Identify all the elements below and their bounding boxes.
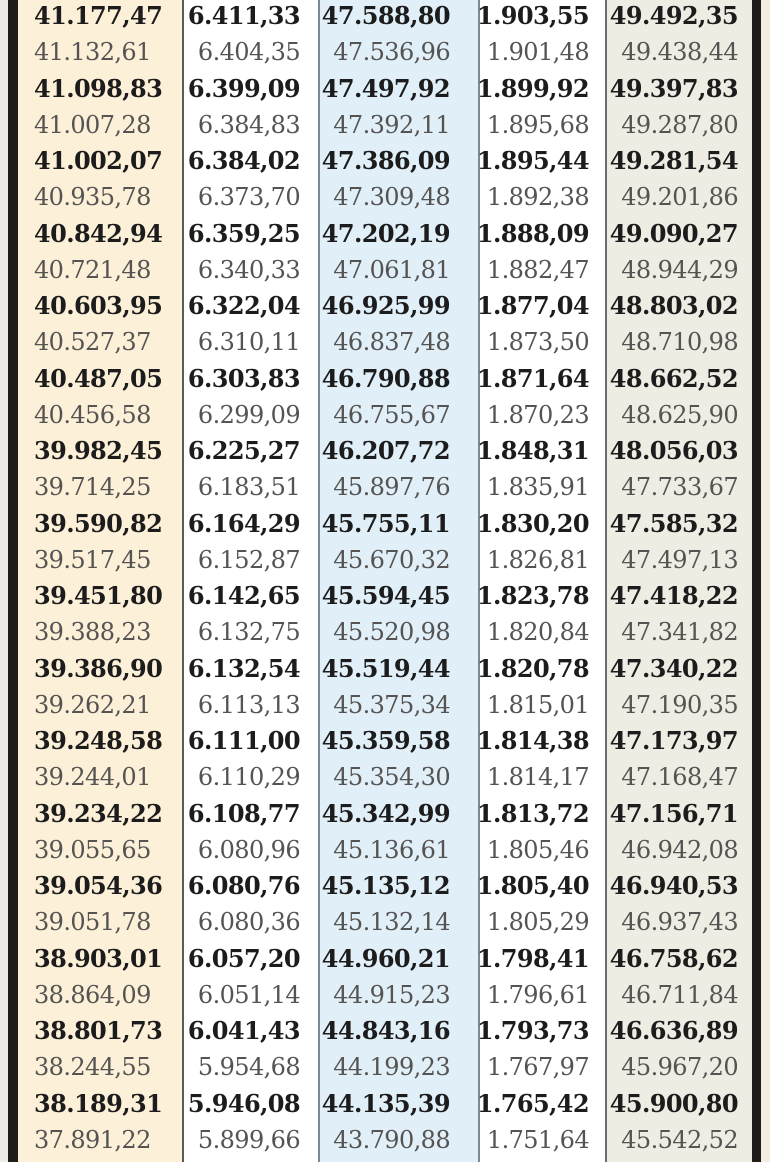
table-cell: 1.814,17	[486, 763, 589, 792]
table-column-4	[478, 0, 605, 1162]
table-cell: 44.199,23	[333, 1053, 450, 1082]
table-cell: 49.397,83	[609, 73, 738, 103]
table-cell: 45.359,58	[321, 726, 450, 755]
table-cell: 6.132,75	[197, 618, 300, 647]
table-cell: 45.755,11	[321, 508, 450, 538]
table-cell: 39.386,90	[34, 653, 163, 683]
table-cell: 6.404,35	[197, 38, 300, 67]
table-cell: 40.603,95	[34, 291, 163, 320]
table-cell: 6.111,00	[187, 726, 300, 755]
table-cell: 6.113,13	[197, 690, 300, 719]
table-column-5	[605, 0, 752, 1162]
table-cell: 38.189,31	[34, 1088, 163, 1118]
table-cell: 43.790,88	[333, 1125, 450, 1154]
table-cell: 45.375,34	[333, 690, 450, 719]
table-cell: 1.823,78	[476, 581, 589, 610]
table-cell: 47.588,80	[321, 1, 450, 30]
table-cell: 6.340,33	[197, 255, 300, 284]
table-cell: 45.132,14	[333, 908, 450, 937]
table-cell: 6.384,02	[187, 146, 300, 175]
table-cell: 38.864,09	[34, 980, 151, 1009]
table-cell: 6.057,20	[187, 943, 300, 973]
table-cell: 45.967,20	[621, 1053, 738, 1082]
table-cell: 1.765,42	[476, 1088, 589, 1118]
table-cell: 1.826,81	[486, 545, 589, 574]
table-cell: 1.870,23	[486, 400, 589, 429]
table-cell: 6.132,54	[187, 653, 300, 683]
table-cell: 48.803,02	[609, 291, 738, 320]
table-cell: 1.820,78	[476, 653, 589, 683]
table-cell: 41.002,07	[34, 146, 163, 175]
table-cell: 47.202,19	[321, 218, 450, 248]
table-cell: 45.670,32	[333, 545, 450, 574]
table-cell: 38.801,73	[34, 1016, 163, 1045]
table-cell: 5.899,66	[197, 1125, 300, 1154]
table-cell: 44.915,23	[333, 980, 450, 1009]
table-cell: 39.590,82	[34, 508, 163, 538]
table-cell: 1.877,04	[476, 291, 589, 320]
table-cell: 41.132,61	[34, 38, 151, 67]
table-cell: 39.262,21	[34, 690, 151, 719]
table-cell: 39.054,36	[34, 871, 163, 900]
table-cell: 46.837,48	[333, 328, 450, 357]
table-cell: 46.925,99	[321, 291, 450, 320]
table-cell: 47.392,11	[333, 110, 450, 139]
table-cell: 5.954,68	[197, 1053, 300, 1082]
table-cell: 6.080,36	[197, 908, 300, 937]
table-cell: 47.386,09	[321, 146, 450, 175]
table-cell: 49.201,86	[621, 183, 738, 212]
table-cell: 1.805,29	[486, 908, 589, 937]
table-cell: 47.536,96	[333, 38, 450, 67]
table-cell: 45.135,12	[321, 871, 450, 900]
table-cell: 1.830,20	[476, 508, 589, 538]
table-cell: 1.873,50	[486, 328, 589, 357]
table-cell: 47.156,71	[609, 798, 738, 828]
table-cell: 5.946,08	[187, 1088, 300, 1118]
table-cell: 6.303,83	[187, 363, 300, 393]
table-cell: 39.982,45	[34, 436, 163, 465]
table-cell: 41.007,28	[34, 110, 151, 139]
table-cell: 1.903,55	[476, 1, 589, 30]
table-column-3	[318, 0, 478, 1162]
table-cell: 45.900,80	[609, 1088, 738, 1118]
table-cell: 1.882,47	[486, 255, 589, 284]
table-cell: 45.342,99	[321, 798, 450, 828]
table-cell: 1.814,38	[476, 726, 589, 755]
table-cell: 45.354,30	[333, 763, 450, 792]
page-margin-left	[0, 0, 8, 1162]
table-cell: 48.944,29	[621, 255, 738, 284]
table-cell: 6.051,14	[197, 980, 300, 1009]
table-cell: 40.487,05	[34, 363, 163, 393]
table-cell: 6.310,11	[197, 328, 300, 357]
table-cell: 6.322,04	[187, 291, 300, 320]
table-cell: 6.142,65	[187, 581, 300, 610]
table-cell: 44.960,21	[321, 943, 450, 973]
table-cell: 47.418,22	[609, 581, 738, 610]
table-cell: 45.136,61	[333, 835, 450, 864]
table-cell: 40.456,58	[34, 400, 151, 429]
table-cell: 45.594,45	[321, 581, 450, 610]
table-column-2	[182, 0, 318, 1162]
table-cell: 47.733,67	[621, 473, 738, 502]
table-cell: 46.711,84	[621, 980, 738, 1009]
table-cell: 6.399,09	[187, 73, 300, 103]
table-cell: 39.714,25	[34, 473, 151, 502]
table-cell: 39.388,23	[34, 618, 151, 647]
table-cell: 48.710,98	[621, 328, 738, 357]
table-cell: 47.173,97	[609, 726, 738, 755]
table-cell: 38.903,01	[34, 943, 163, 973]
table-cell: 47.168,47	[621, 763, 738, 792]
table-cell: 39.451,80	[34, 581, 163, 610]
table-cell: 46.207,72	[321, 436, 450, 465]
table-cell: 44.843,16	[321, 1016, 450, 1045]
table-cell: 48.056,03	[609, 436, 738, 465]
table-cell: 6.152,87	[197, 545, 300, 574]
table-cell: 48.625,90	[621, 400, 738, 429]
table-cell: 6.384,83	[197, 110, 300, 139]
table-cell: 49.492,35	[609, 1, 738, 30]
table-cell: 1.813,72	[476, 798, 589, 828]
table-cell: 40.527,37	[34, 328, 151, 357]
table-cell: 45.520,98	[333, 618, 450, 647]
table-cell: 40.935,78	[34, 183, 151, 212]
table-cell: 39.055,65	[34, 835, 151, 864]
table-cell: 46.758,62	[609, 943, 738, 973]
table-cell: 45.519,44	[321, 653, 450, 683]
table-cell: 1.848,31	[476, 436, 589, 465]
table-cell: 6.108,77	[187, 798, 300, 828]
table-cell: 6.411,33	[187, 1, 300, 30]
table-cell: 49.287,80	[621, 110, 738, 139]
table-cell: 46.755,67	[333, 400, 450, 429]
table-cell: 47.341,82	[621, 618, 738, 647]
table-cell: 46.937,43	[621, 908, 738, 937]
table-cell: 49.438,44	[621, 38, 738, 67]
table-cell: 38.244,55	[34, 1053, 151, 1082]
table-cell: 6.359,25	[187, 218, 300, 248]
table-cell: 1.767,97	[486, 1053, 589, 1082]
table-cell: 39.234,22	[34, 798, 163, 828]
table-cell: 1.895,44	[476, 146, 589, 175]
table-cell: 39.517,45	[34, 545, 151, 574]
table-cell: 1.793,73	[476, 1016, 589, 1045]
table-cell: 49.090,27	[609, 218, 738, 248]
table-cell: 47.497,92	[321, 73, 450, 103]
table-cell: 41.177,47	[34, 1, 163, 30]
table-cell: 1.892,38	[486, 183, 589, 212]
table-cell: 39.248,58	[34, 726, 163, 755]
table-cell: 6.225,27	[187, 436, 300, 465]
table-cell: 45.542,52	[621, 1125, 738, 1154]
table-cell: 6.373,70	[197, 183, 300, 212]
table-cell: 40.721,48	[34, 255, 151, 284]
table-cell: 45.897,76	[333, 473, 450, 502]
table-cell: 6.110,29	[197, 763, 300, 792]
table-cell: 40.842,94	[34, 218, 163, 248]
table-cell: 47.340,22	[609, 653, 738, 683]
left-border-rule	[8, 0, 18, 1162]
table-cell: 1.895,68	[486, 110, 589, 139]
table-cell: 37.891,22	[34, 1125, 151, 1154]
table-cell: 6.080,96	[197, 835, 300, 864]
table-cell: 47.061,81	[333, 255, 450, 284]
table-cell: 1.805,40	[476, 871, 589, 900]
table-cell: 6.164,29	[187, 508, 300, 538]
table-cell: 46.636,89	[609, 1016, 738, 1045]
table-cell: 48.662,52	[609, 363, 738, 393]
right-border-rule	[752, 0, 761, 1162]
table-cell: 49.281,54	[609, 146, 738, 175]
table-cell: 46.940,53	[609, 871, 738, 900]
table-cell: 1.805,46	[486, 835, 589, 864]
table-cell: 44.135,39	[321, 1088, 450, 1118]
table-cell: 1.820,84	[486, 618, 589, 647]
table-cell: 1.888,09	[476, 218, 589, 248]
table-cell: 1.835,91	[486, 473, 589, 502]
table-cell: 1.871,64	[476, 363, 589, 393]
table-cell: 1.815,01	[486, 690, 589, 719]
table-cell: 1.798,41	[476, 943, 589, 973]
table-cell: 46.790,88	[321, 363, 450, 393]
table-cell: 41.098,83	[34, 73, 163, 103]
table-cell: 6.080,76	[187, 871, 300, 900]
table-cell: 6.041,43	[187, 1016, 300, 1045]
table-cell: 47.309,48	[333, 183, 450, 212]
table-cell: 1.901,48	[486, 38, 589, 67]
table-cell: 1.796,61	[486, 980, 589, 1009]
page-margin-right	[761, 0, 770, 1162]
table-cell: 47.190,35	[621, 690, 738, 719]
table-cell: 1.751,64	[486, 1125, 589, 1154]
table-cell: 6.299,09	[197, 400, 300, 429]
table-cell: 1.899,92	[476, 73, 589, 103]
table-cell: 47.497,13	[621, 545, 738, 574]
table-cell: 39.244,01	[34, 763, 151, 792]
table-cell: 47.585,32	[609, 508, 738, 538]
table-column-1	[18, 0, 182, 1162]
table-cell: 39.051,78	[34, 908, 151, 937]
table-cell: 6.183,51	[197, 473, 300, 502]
table-cell: 46.942,08	[621, 835, 738, 864]
